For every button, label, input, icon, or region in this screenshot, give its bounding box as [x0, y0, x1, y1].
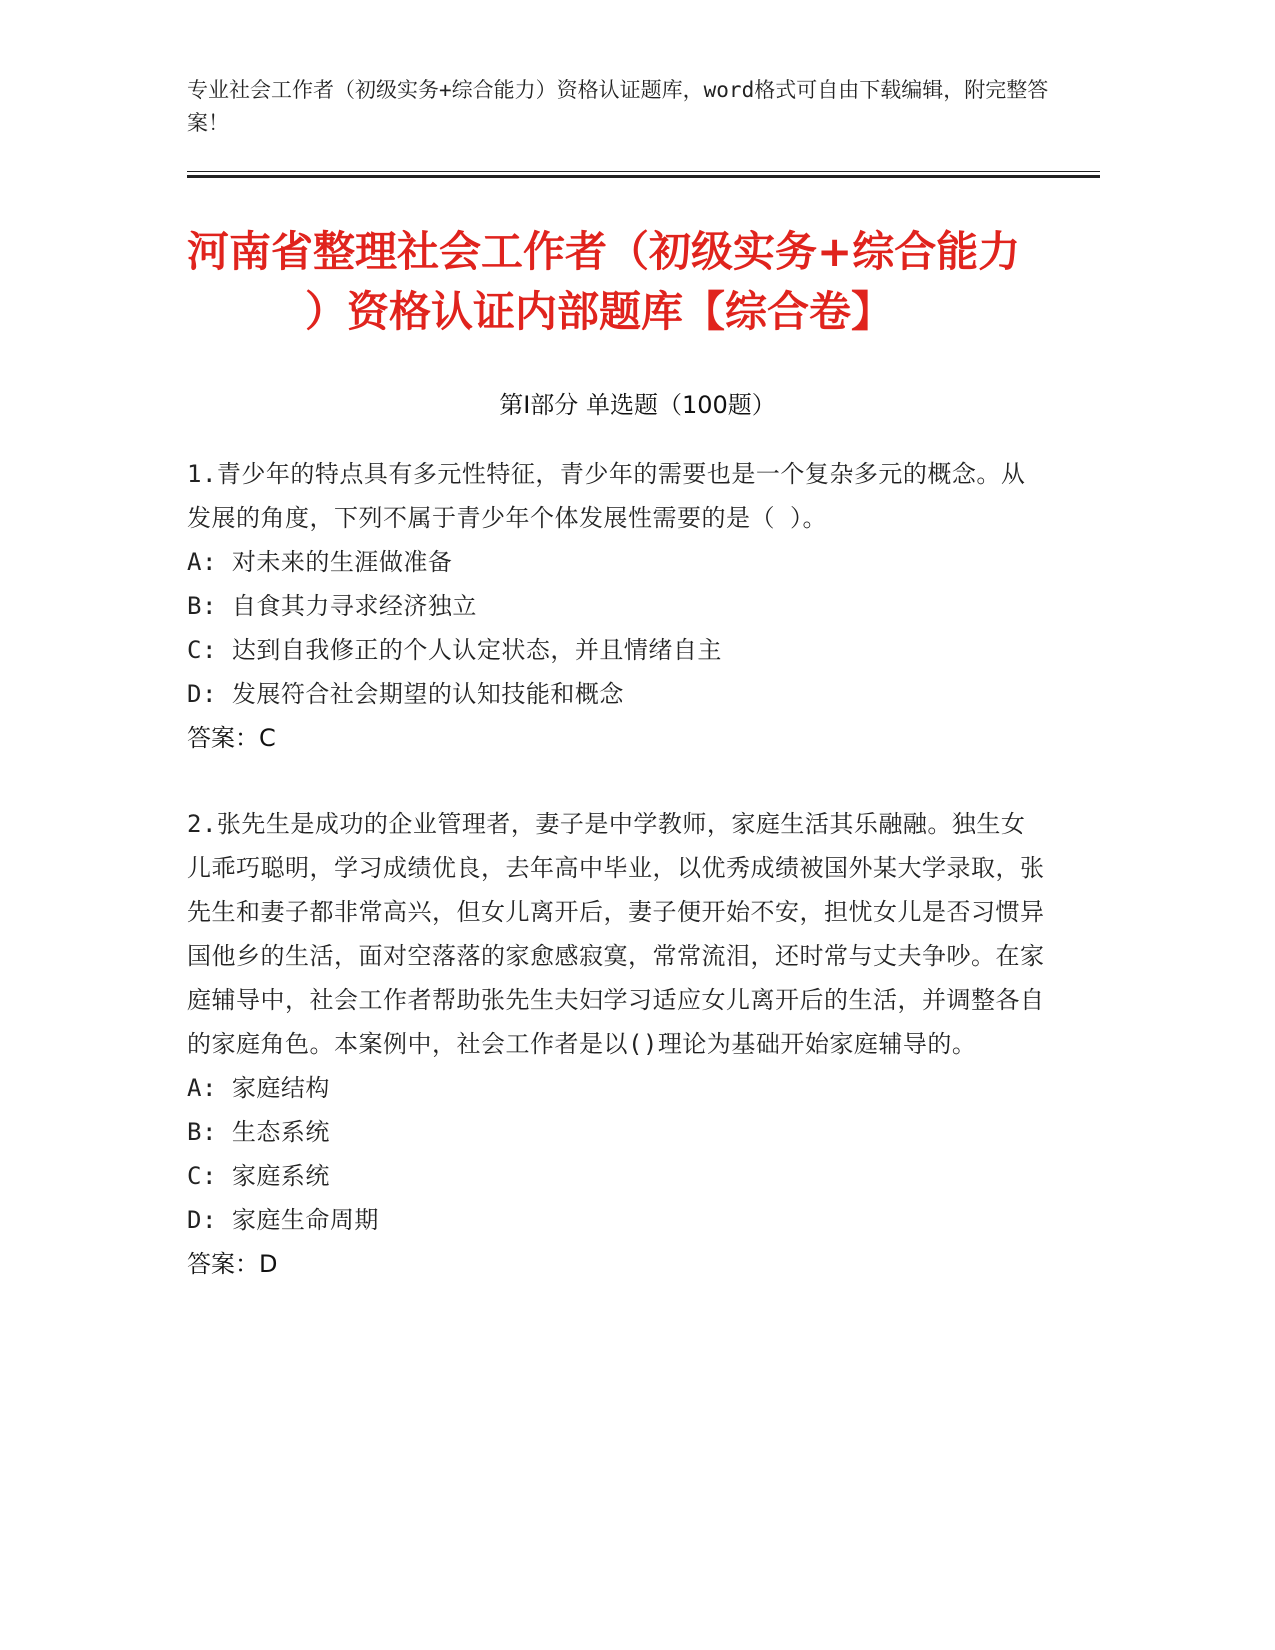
- question-1-option-a: A: 对未来的生涯做准备: [187, 548, 453, 576]
- question-1-option-d: D: 发展符合社会期望的认知技能和概念: [187, 680, 624, 708]
- question-2-option-c: C: 家庭系统: [187, 1162, 330, 1190]
- question-1-text: 1.青少年的特点具有多元性特征，青少年的需要也是一个复杂多元的概念。从发展的角度，下列不属于青少年个体发展性需要的是（ ）。: [187, 460, 1026, 532]
- question-1: [187, 452, 1047, 760]
- question-2-option-d: D: 家庭生命周期: [187, 1206, 379, 1234]
- question-2-answer: 答案：D: [187, 1250, 278, 1278]
- question-1-answer: 答案：C: [187, 724, 276, 752]
- question-2-text: 2.张先生是成功的企业管理者，妻子是中学教师，家庭生活其乐融融。独生女儿乖巧聪明，学习成绩优良，去年高中毕业，以优秀成绩被国外某大学录取，张先生和妻子都非常高兴，但女儿离开后，妻子便开始不安，担忧女儿是否习惯异国他乡的生活，面对空落落的家愈感寂寞，常常流泪，还时常与丈夫争吵。在家庭辅导中，社会工作者帮助张先生夫妇学习适应女儿离开后的生活，并调整各自的家庭角色。本案例中，社会工作者是以()理论为基础开始家庭辅导的。: [187, 810, 1045, 1058]
- section-title: 第Ⅰ部分 单选题（100题）: [499, 391, 776, 419]
- header-note: 专业社会工作者（初级实务+综合能力）资格认证题库，word格式可自由下载编辑，附完整答案！: [187, 78, 1049, 135]
- document-title-line-2: ）资格认证内部题库【综合卷】: [305, 287, 894, 336]
- header-rule-thin: [187, 171, 1100, 172]
- question-1-option-b: B: 自食其力寻求经济独立: [187, 592, 477, 620]
- question-2-option-a: A: 家庭结构: [187, 1074, 330, 1102]
- question-2-option-b: B: 生态系统: [187, 1118, 330, 1146]
- question-2: [187, 802, 1047, 1286]
- document-title-line-1: 河南省整理社会工作者（初级实务+综合能力: [187, 227, 1021, 276]
- question-1-option-c: C: 达到自我修正的个人认定状态，并且情绪自主: [187, 636, 722, 664]
- document-title: [187, 222, 1087, 342]
- header-rule-thick: [187, 175, 1100, 178]
